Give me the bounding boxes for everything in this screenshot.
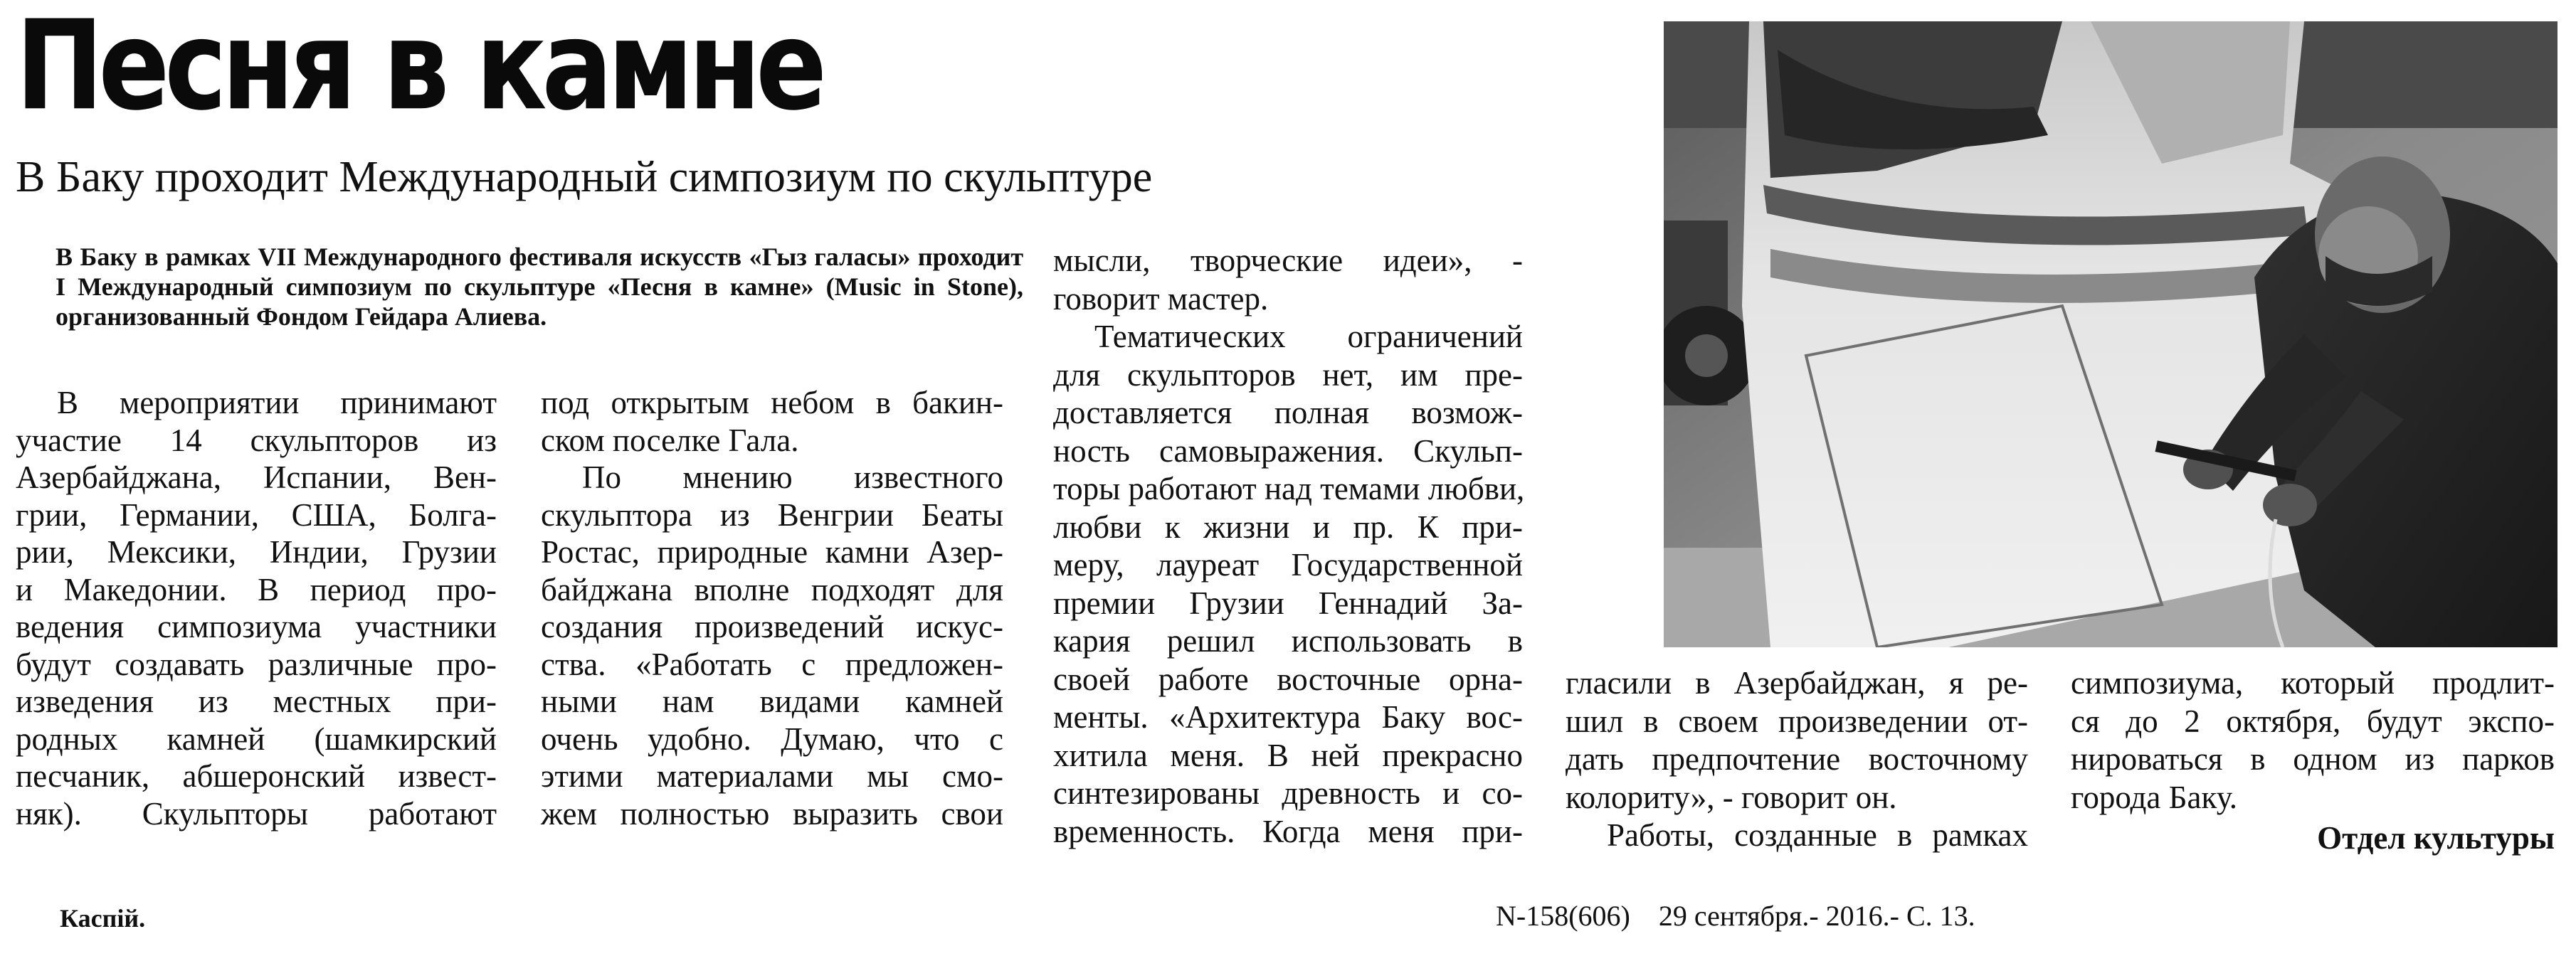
lead-paragraph: В Баку в рамках VII Международного фестиваля искусств «Гыз галасы» проходит I Международный симпозиум по скульптуре «Песня в камне» (Music in Stone), организованный Фондом Гейдара Алиева. [56,243,1023,331]
column-line: В мероприятии принимают [57,385,497,420]
column-line: родных камней (шамкирский [16,721,497,757]
column-line: меру, лауреат Государственной [1053,547,1523,583]
column-line: колориту», - говорит он. [1566,779,1897,815]
column-line: рии, Мексики, Индии, Грузии [16,534,497,570]
column-line: жем полностью выразить свои [541,795,1003,832]
column-line: ском поселке Гала. [541,422,799,458]
column-line: любви к жизни и пр. К при- [1053,509,1523,545]
column-line: Азербайджана, Испании, Вен- [16,460,497,495]
article-column-3 [1053,242,1523,851]
column-line: премии Грузии Геннадий За- [1053,585,1523,621]
column-line: ведения симпозиума участники [16,609,497,644]
column-line: для скульпторов нет, им пре- [1053,356,1523,393]
column-line: этими материалами мы смо- [541,758,1003,794]
column-line: доставляется полная возмож- [1053,395,1523,430]
column-line: и Македонии. В период про- [16,571,497,607]
column-line: ся до 2 октября, будут экспо- [2071,703,2555,739]
column-line: дать предпочтение восточному [1566,741,2028,777]
subheadline: В Баку проходит Международный симпозиум по скульптуре [16,153,1153,201]
column-line: По мнению известного [582,460,1003,495]
column-line: говорит мастер. [1053,280,1269,317]
column-line: изведения из местных при- [16,684,497,719]
column-line: скульптора из Венгрии Беаты [541,496,1003,533]
column-line: ность самовыражения. Скульп- [1053,432,1523,469]
column-line: очень удобно. Думаю, что с [541,721,1003,757]
column-line: шил в своем произведении от- [1566,703,2028,739]
article-column-5 [2071,664,2555,858]
column-line: песчаник, абшеронский извест- [16,758,497,794]
headline: Песня в камне [16,0,822,138]
column-line: создания произведений искус- [541,609,1003,644]
column-line: Тематических ограничений [1094,319,1523,354]
column-line: синтезированы древность и со- [1053,775,1523,811]
column-line: торы работают над темами любви, [1053,471,1525,506]
column-line: хитила меня. В ней прекрасно [1053,737,1523,773]
column-line: грии, Германии, США, Болга- [16,496,497,533]
column-line: города Баку. [2071,779,2237,815]
column-line: гласили в Азербайджан, я ре- [1566,665,2028,701]
column-line: мысли, творческие идеи», - [1053,243,1523,278]
column-line: симпозиума, который продлит- [2071,665,2555,701]
article-column-2 [541,384,1003,832]
article-column-1 [16,384,497,832]
column-line: Ростас, природные камни Азер- [541,534,1003,570]
column-line: ства. «Работать с предложен- [541,646,1003,682]
column-line: временность. Когда меня при- [1053,813,1523,849]
department-signature: Отдел культуры [2317,820,2555,856]
column-line: нироваться в одном из парков [2071,741,2555,777]
column-line: няк). Скульпторы работают [16,795,497,832]
column-line: будут создавать различные про- [16,646,497,682]
column-line: менты. «Архитектура Баку вос- [1053,699,1523,735]
column-line: Работы, созданные в рамках [1607,817,2028,853]
column-line: кария решил использовать в [1053,623,1523,659]
issue-info: N-158(606) 29 сентября.- 2016.- С. 13. [1496,900,1975,932]
column-line: участие 14 скульпторов из [16,422,497,458]
column-line: своей работе восточные орна- [1053,661,1523,697]
column-line: байджана вполне подходят для [541,571,1003,607]
article-column-4 [1566,664,2028,855]
column-line: под открытым небом в бакин- [541,385,1003,420]
sculptor-carving-stone-photo [1664,21,2557,647]
publication-name: Каспiй. [60,904,146,933]
column-line: ными нам видами камней [541,684,1003,719]
